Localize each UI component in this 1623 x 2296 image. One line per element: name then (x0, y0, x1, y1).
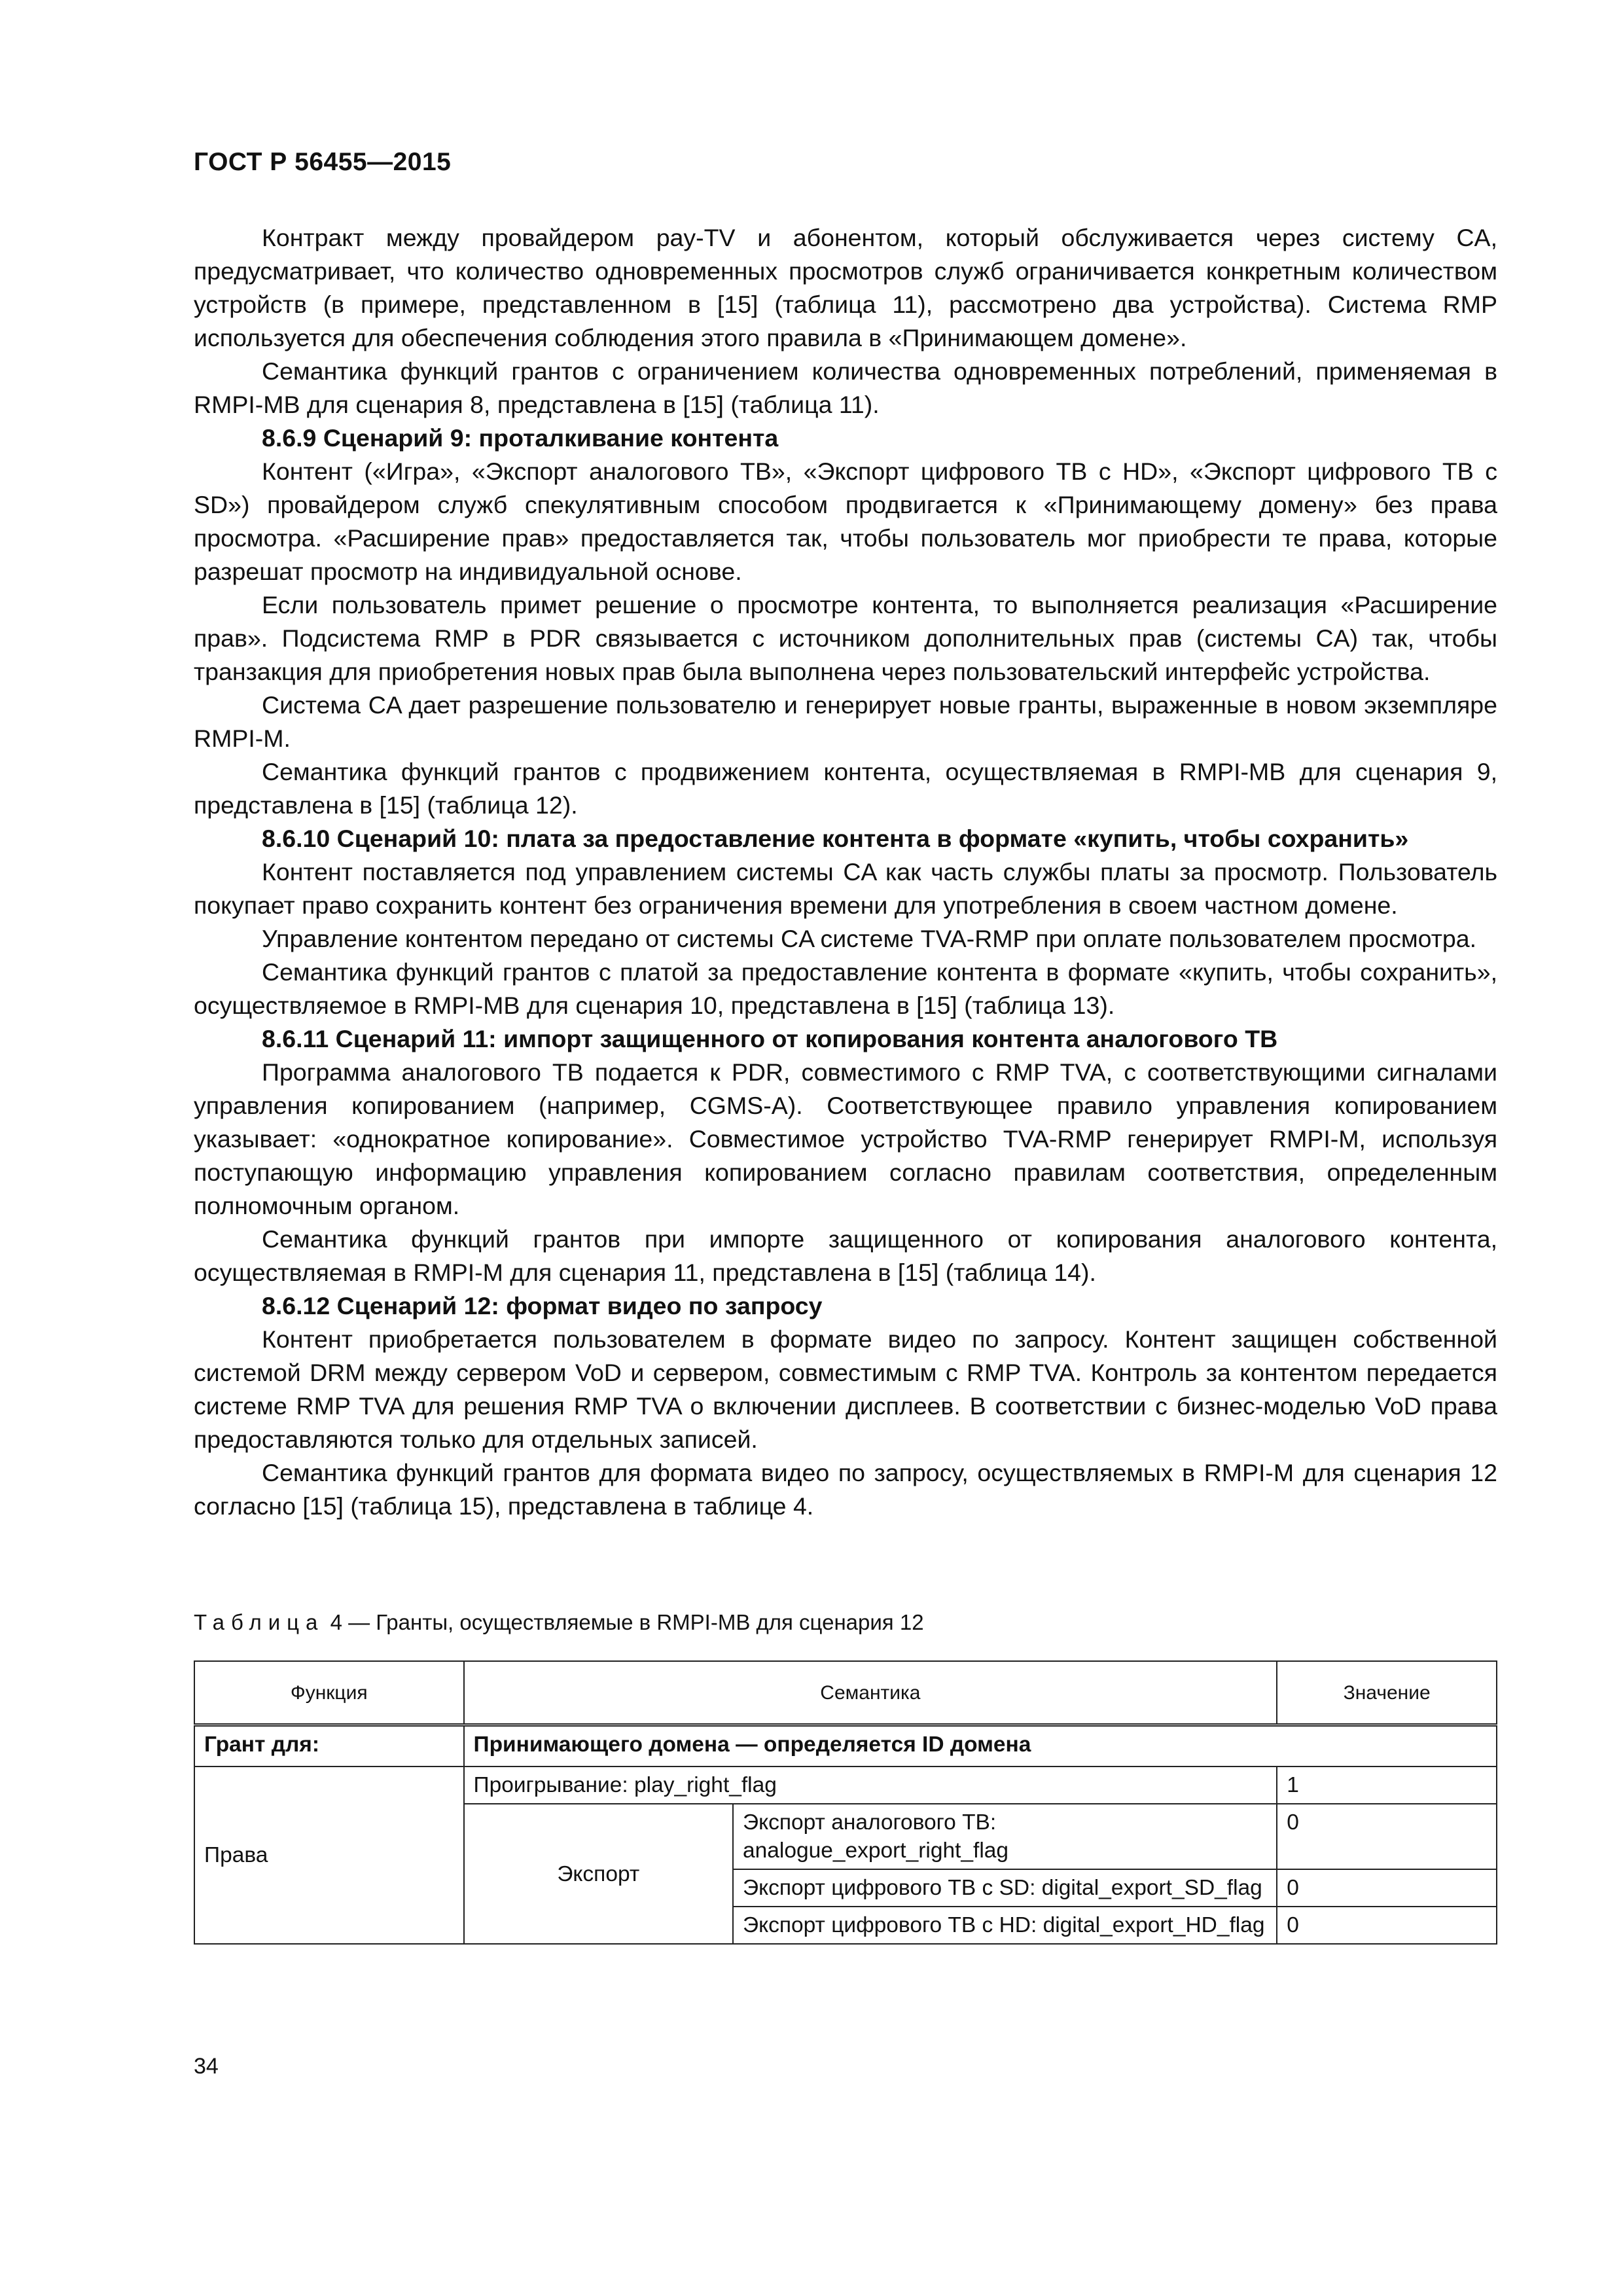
grants-table (194, 1660, 1497, 1945)
header-cell-value: Значение (1277, 1661, 1497, 1725)
paragraph: Семантика функций грантов при импорте защищенного от копирования аналогового контента, осуществляемая в RMPI-M для сценария 11, представлена в [15] (таблица 14). (194, 1225, 1497, 1286)
paragraph: Управление контентом передано от системы CA системе TVA-RMP при оплате пользователем просмотра. (262, 925, 1477, 952)
table-row (194, 1767, 1497, 1804)
grant-row (194, 1725, 1497, 1767)
export-semantics-cell: Экспорт цифрового ТВ с HD: digital_export_HD_flag (733, 1907, 1277, 1944)
play-semantics-cell: Проигрывание: play_right_flag (464, 1767, 1277, 1804)
paragraph: Семантика функций грантов с платой за предоставление контента в формате «купить, чтобы сохранить», осуществляемое в RMPI-MB для сценария 10, представлена в [15] (таблица 13). (194, 958, 1497, 1019)
rights-cell: Права (194, 1767, 464, 1944)
export-value-cell: 0 (1277, 1907, 1497, 1944)
paragraph: Контент поставляется под управлением системы CA как часть службы платы за просмотр. Пользователь покупает право сохранить контент без ограничения времени для употребления в своем частном домене. (194, 858, 1497, 919)
paragraph: Контракт между провайдером pay-TV и абонентом, который обслуживается через систему CA, предусматривает, что количество одновременных просмотров служб ограничивается конкретным количеством устройств (в примере, представленном в [15] (таблица 11), рассмотрено два устройства). Система RMP используется для обеспечения соблюдения этого правила в «Принимающем домене». (194, 224, 1497, 351)
paragraph: Программа аналогового ТВ подается к PDR, совместимого с RMP TVA, с соответствующими сигналами управления копированием (например, CGMS-A). Соответствующее правило управления копированием указывает: «однократное копирование». Совместимое устройство TVA-RMP генерирует RMPI-M, используя поступающую информацию управления копированием согласно правилам соответствия, определенным полномочным органом. (194, 1058, 1497, 1219)
export-semantics-cell: Экспорт цифрового ТВ с SD: digital_export_SD_flag (733, 1869, 1277, 1907)
paragraph: Контент приобретается пользователем в формате видео по запросу. Контент защищен собственной системой DRM между сервером VoD и сервером, совместимым с RMP TVA. Контроль за контентом передается системе RMP TVA для решения RMP TVA о включении дисплеев. В соответствии с бизнес-моделью VoD права предоставляются только для отдельных записей. (194, 1325, 1497, 1453)
table-header-row (194, 1661, 1497, 1725)
export-cell: Экспорт (464, 1804, 734, 1944)
section-heading: 8.6.12 Сценарий 12: формат видео по запросу (262, 1292, 823, 1319)
header-cell-function: Функция (194, 1661, 464, 1725)
paragraph: Контент («Игра», «Экспорт аналогового ТВ», «Экспорт цифрового ТВ с HD», «Экспорт цифрового ТВ с SD») провайдером служб спекулятивным способом продвигается к «Принимающему домену» без права просмотра. «Расширение прав» предоставляется так, чтобы пользователь мог приобрести те права, которые разрешат просмотр на индивидуальной основе. (194, 457, 1497, 585)
section-heading: 8.6.9 Сценарий 9: проталкивание контента (262, 424, 779, 452)
page-number: 34 (194, 2054, 219, 2079)
export-semantics-cell: Экспорт аналогового ТВ: analogue_export_right_flag (733, 1804, 1277, 1869)
paragraph: Система CA дает разрешение пользователю и генерирует новые гранты, выраженные в новом экземпляре RMPI-M. (194, 691, 1497, 752)
export-value-cell: 0 (1277, 1804, 1497, 1869)
header-cell-semantics: Семантика (464, 1661, 1277, 1725)
document-header: ГОСТ Р 56455—2015 (194, 148, 452, 176)
play-value-cell: 1 (1277, 1767, 1497, 1804)
section-heading: 8.6.10 Сценарий 10: плата за предоставление контента в формате «купить, чтобы сохранить» (262, 825, 1409, 852)
section-heading: 8.6.11 Сценарий 11: импорт защищенного от копирования контента аналогового ТВ (262, 1025, 1278, 1052)
paragraph: Семантика функций грантов для формата видео по запросу, осуществляемых в RMPI-M для сценария 12 согласно [15] (таблица 15), представлена в таблице 4. (194, 1459, 1497, 1520)
paragraph: Семантика функций грантов с продвижением контента, осуществляемая в RMPI-MB для сценария 9, представлена в [15] (таблица 12). (194, 758, 1497, 819)
paragraph: Если пользователь примет решение о просмотре контента, то выполняется реализация «Расширение прав». Подсистема RMP в PDR связывается с источником дополнительных прав (системы CA) так, чтобы транзакция для приобретения новых прав была выполнена через пользовательский интерфейс устройства. (194, 591, 1497, 685)
grant-label-cell: Грант для: (194, 1725, 464, 1767)
table-caption (194, 1610, 924, 1635)
export-value-cell: 0 (1277, 1869, 1497, 1907)
body-text (194, 221, 1497, 1523)
table-caption-label: Таблица (194, 1610, 325, 1634)
table-caption-text: 4 — Гранты, осуществляемые в RMPI-MB для сценария 12 (330, 1610, 924, 1634)
grant-value-cell: Принимающего домена — определяется ID домена (464, 1725, 1497, 1767)
paragraph: Семантика функций грантов с ограничением количества одновременных потреблений, применяемая в RMPI-MB для сценария 8, представлена в [15] (таблица 11). (194, 357, 1497, 418)
